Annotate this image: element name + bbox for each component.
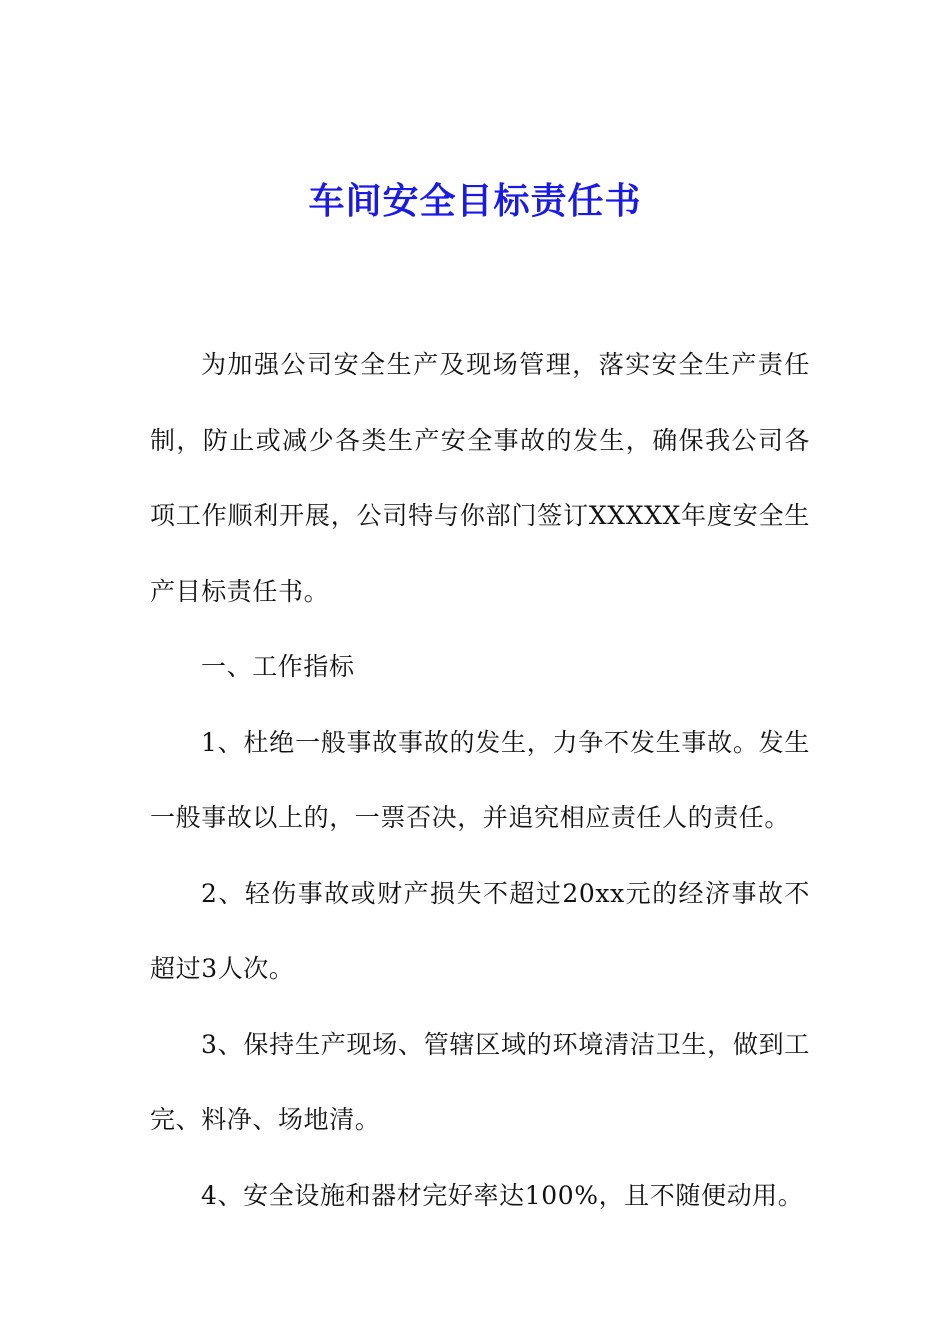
target-item-2: 2、轻伤事故或财产损失不超过20xx元的经济事故不超过3人次。	[150, 878, 810, 983]
target-item-3: 3、保持生产现场、管辖区域的环境清洁卫生，做到工完、料净、场地清。	[150, 1029, 810, 1134]
intro-paragraph: 为加强公司安全生产及现场管理，落实安全生产责任制，防止或减少各类生产安全事故的发生，确保我公司各项工作顺利开展，公司特与你部门签订XXXXX年度安全生产目标责任书。	[150, 350, 810, 606]
document-body	[150, 327, 810, 1233]
section-heading-work-targets: 一、工作指标	[201, 652, 355, 681]
target-item-1: 1、杜绝一般事故事故的发生，力争不发生事故。发生一般事故以上的，一票否决，并追究相应责任人的责任。	[150, 727, 810, 832]
document-title: 车间安全目标责任书	[308, 181, 642, 222]
target-item-4: 4、安全设施和器材完好率达100%，且不随便动用。	[201, 1180, 804, 1210]
